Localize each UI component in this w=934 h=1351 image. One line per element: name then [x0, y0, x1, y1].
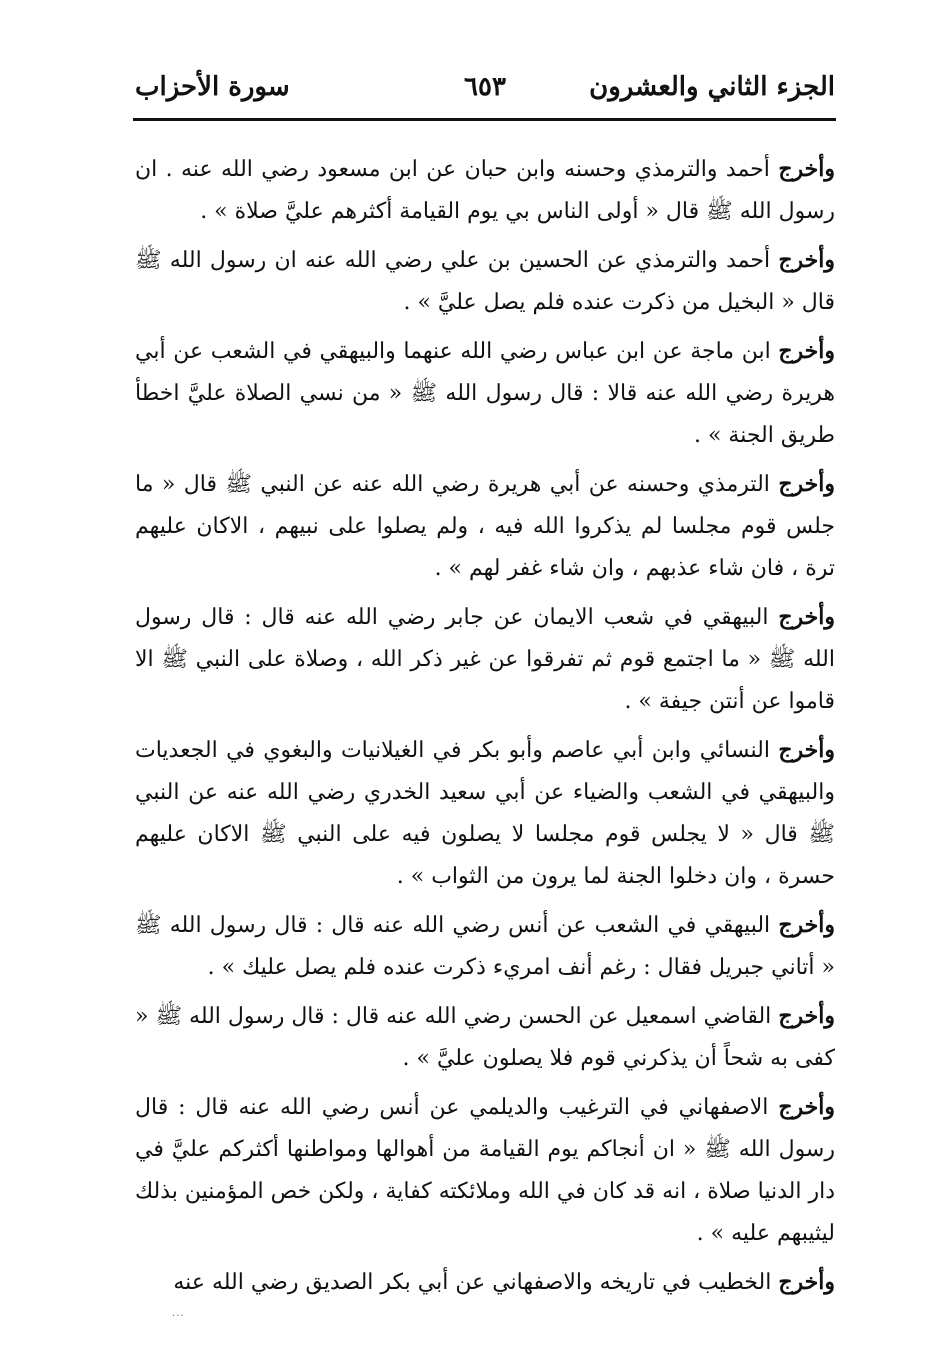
- paragraph-text: القاضي اسمعيل عن الحسن رضي الله عنه قال : قال رسول الله ﷺ « كفى به شحاً أن يذكرني قوم فلا يصلون عليَّ » .: [135, 1004, 835, 1071]
- surah-title: سورة الأحزاب: [135, 72, 290, 102]
- page-number: ٦٥٣: [464, 72, 506, 102]
- paragraph-text: الترمذي وحسنه عن أبي هريرة رضي الله عنه عن النبي ﷺ قال « ما جلس قوم مجلسا لم يذكروا الله فيه ، ولم يصلوا على نبيهم ، الاكان عليهم ترة ، فان شاء عذبهم ، وان شاء غفر لهم » .: [135, 472, 835, 581]
- paragraph-opener: وأخرج: [778, 1269, 835, 1295]
- paragraph-text: أحمد والترمذي وحسنه وابن حبان عن ابن مسعود رضي الله عنه . ان رسول الله ﷺ قال « أولى الناس بي يوم القيامة أكثرهم عليَّ صلاة » .: [135, 157, 835, 224]
- paragraph-opener: وأخرج: [778, 737, 835, 763]
- hadith-paragraph: [135, 148, 835, 233]
- running-header: [135, 64, 835, 108]
- paragraph-text: ابن ماجة عن ابن عباس رضي الله عنهما والبيهقي في الشعب عن أبي هريرة رضي الله عنه قالا : قال رسول الله ﷺ « من نسي الصلاة عليَّ اخطأ طريق الجنة » .: [135, 339, 835, 448]
- paragraph-opener: وأخرج: [778, 604, 836, 630]
- paragraph-opener: وأخرج: [778, 912, 835, 938]
- part-title: الجزء الثاني والعشرون: [589, 72, 835, 102]
- text-body: [135, 148, 835, 1310]
- hadith-paragraph: [135, 463, 835, 590]
- paragraph-opener: وأخرج: [778, 338, 835, 364]
- hadith-paragraph: [135, 330, 835, 457]
- paragraph-text: البيهقي في شعب الايمان عن جابر رضي الله عنه قال : قال رسول الله ﷺ « ما اجتمع قوم ثم تفرقوا عن غير ذكر الله ، وصلاة على النبي ﷺ الا قاموا عن أنتن جيفة » .: [135, 605, 835, 714]
- paragraph-opener: وأخرج: [778, 471, 835, 497]
- paragraph-text: أحمد والترمذي عن الحسين بن علي رضي الله عنه ان رسول الله ﷺ قال « البخيل من ذكرت عنده فلم يصل عليَّ » .: [135, 248, 835, 315]
- hadith-paragraph: [135, 904, 835, 989]
- hadith-paragraph: [135, 1261, 835, 1304]
- paragraph-text: الخطيب في تاريخه والاصفهاني عن أبي بكر الصديق رضي الله عنه: [173, 1270, 772, 1295]
- paragraph-text: النسائي وابن أبي عاصم وأبو بكر في الغيلانيات والبغوي في الجعديات والبيهقي في الشعب والضياء عن أبي سعيد الخدري رضي الله عنه عن النبي ﷺ قال « لا يجلس قوم مجلسا لا يصلون فيه على النبي ﷺ الاكان عليهم حسرة ، وان دخلوا الجنة لما يرون من الثواب » .: [135, 738, 835, 889]
- paragraph-opener: وأخرج: [778, 156, 835, 182]
- paragraph-opener: وأخرج: [778, 247, 835, 273]
- footer-mark: ...: [172, 1308, 185, 1319]
- paragraph-text: البيهقي في الشعب عن أنس رضي الله عنه قال : قال رسول الله ﷺ « أتاني جبريل فقال : رغم أنف امريء ذكرت عنده فلم يصل عليك » .: [135, 913, 835, 980]
- hadith-paragraph: [135, 239, 835, 324]
- header-rule: [133, 118, 836, 121]
- hadith-paragraph: [135, 995, 835, 1080]
- paragraph-opener: وأخرج: [778, 1094, 835, 1120]
- paragraph-text: الاصفهاني في الترغيب والديلمي عن أنس رضي الله عنه قال : قال رسول الله ﷺ « ان أنجاكم يوم القيامة من أهوالها ومواطنها أكثركم عليَّ في دار الدنيا صلاة ، انه قد كان في الله وملائكته كفاية ، ولكن خص المؤمنين بذلك ليثيبهم عليه » .: [135, 1095, 835, 1246]
- hadith-paragraph: [135, 1086, 835, 1255]
- hadith-paragraph: [135, 596, 835, 723]
- paragraph-opener: وأخرج: [778, 1003, 835, 1029]
- hadith-paragraph: [135, 729, 835, 898]
